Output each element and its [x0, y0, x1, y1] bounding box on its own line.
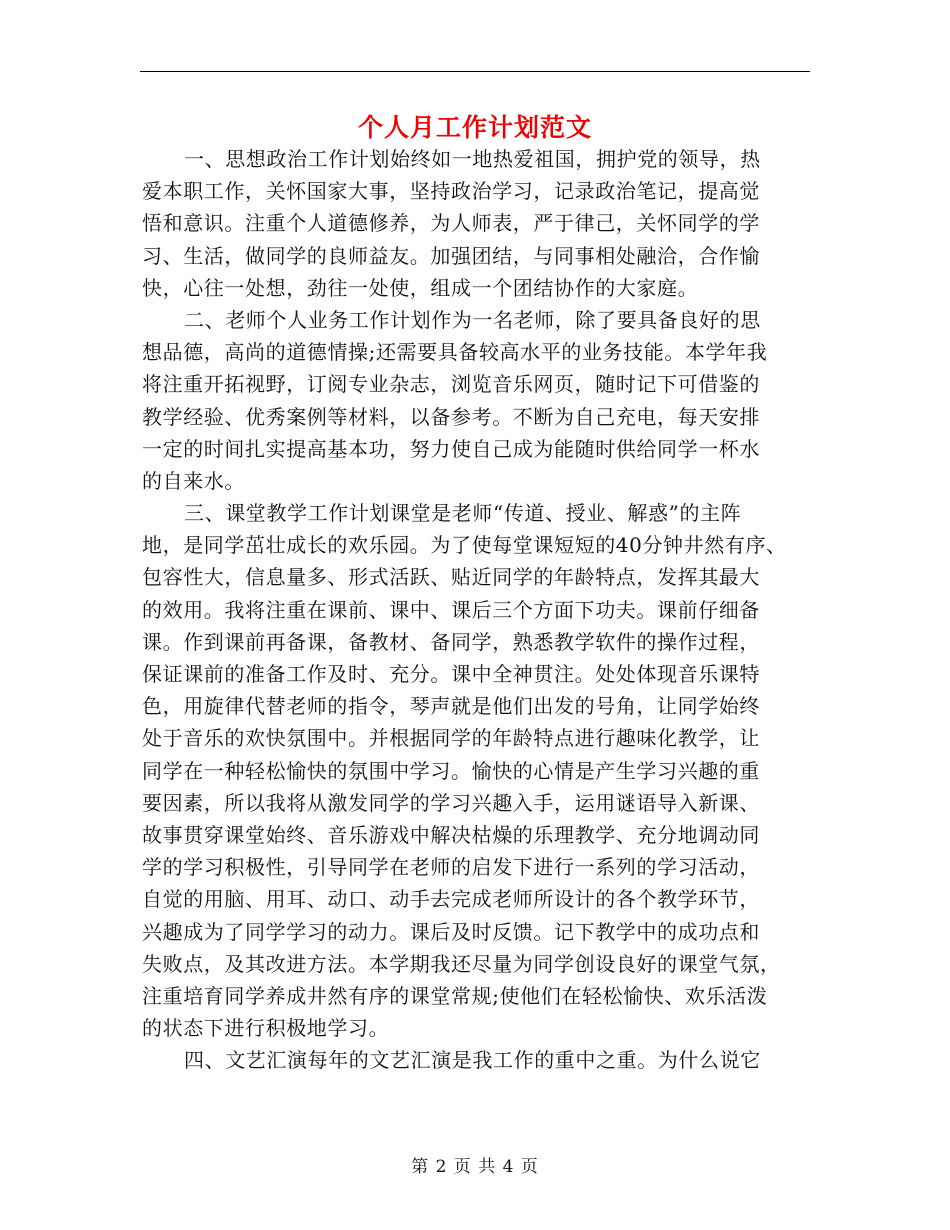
text-line: 要因素，所以我将从激发同学的学习兴趣入手，运用谜语导入新课、 — [142, 790, 760, 815]
paragraph-3 — [142, 497, 814, 1044]
text-line: 处于音乐的欢快氛围中。并根据同学的年龄特点进行趣味化教学，让 — [142, 726, 760, 751]
text-line: 快，心往一处想，劲往一处使，组成一个团结协作的大家庭。 — [142, 275, 699, 300]
text-line: 一、思想政治工作计划始终如一地热爱祖国，拥护党的领导，热 — [184, 147, 761, 171]
text-line: 悟和意识。注重个人道德修养，为人师表，严于律己，关怀同学的学 — [142, 211, 760, 236]
text-line: 保证课前的准备工作及时、充分。课中全神贯注。处处体现音乐课特 — [142, 662, 760, 686]
text-line: 兴趣成为了同学学习的动力。课后及时反馈。记下教学中的成功点和 — [142, 919, 760, 944]
text-line: 想品德，高尚的道德情操;还需要具备较高水平的业务技能。本学年我 — [142, 340, 768, 365]
text-line: 二、老师个人业务工作计划作为一名老师，除了要具备良好的思 — [184, 307, 761, 332]
text-line: 教学经验、优秀案例等材料，以备参考。不断为自己充电，每天安排 — [142, 404, 760, 429]
text-line: 的效用。我将注重在课前、课中、课后三个方面下功夫。课前仔细备 — [142, 597, 760, 622]
document-body — [142, 143, 814, 1076]
text-line: 色，用旋律代替老师的指令，琴声就是他们出发的号角，让同学始终 — [142, 694, 760, 719]
paragraph-4 — [142, 1044, 814, 1076]
text-line: 的状态下进行积极地学习。 — [142, 1016, 390, 1041]
text-line: 同学在一种轻松愉快的氛围中学习。愉快的心情是产生学习兴趣的重 — [142, 758, 760, 783]
text-line: 习、生活，做同学的良师益友。加强团结，与同事相处融洽，合作愉 — [142, 243, 760, 268]
text-line: 的自来水。 — [142, 468, 245, 493]
paragraph-1 — [142, 143, 814, 304]
text-line: 自觉的用脑、用耳、动口、动手去完成老师所设计的各个教学环节， — [142, 887, 760, 912]
text-line: 包容性大，信息量多、形式活跃、贴近同学的年龄特点，发挥其最大 — [142, 565, 760, 590]
text-line: 一定的时间扎实提高基本功，努力使自己成为能随时供给同学一杯水 — [142, 436, 760, 461]
text-line: 故事贯穿课堂始终、音乐游戏中解决枯燥的乐理教学、充分地调动同 — [142, 822, 760, 847]
text-line: 爱本职工作，关怀国家大事，坚持政治学习，记录政治笔记，提高觉 — [142, 179, 760, 204]
text-line: 课。作到课前再备课，备教材、备同学，熟悉教学软件的操作过程， — [142, 629, 760, 654]
text-line: 失败点，及其改进方法。本学期我还尽量为同学创设良好的课堂气氛， — [142, 951, 781, 976]
text-line: 三、课堂教学工作计划课堂是老师“传道、授业、解惑”的主阵 — [184, 501, 742, 526]
text-line: 地，是同学茁壮成长的欢乐园。为了使每堂课短短的40分钟井然有序、 — [142, 533, 787, 558]
document-title: 个人月工作计划范文 — [357, 113, 592, 142]
text-line: 将注重开拓视野，订阅专业杂志，浏览音乐网页，随时记下可借鉴的 — [142, 372, 760, 397]
text-line: 四、文艺汇演每年的文艺汇演是我工作的重中之重。为什么说它 — [184, 1048, 761, 1073]
paragraph-2 — [142, 304, 814, 497]
text-line: 学的学习积极性，引导同学在老师的启发下进行一系列的学习活动， — [142, 855, 760, 880]
text-line: 注重培育同学养成井然有序的课堂常规;使他们在轻松愉快、欢乐活泼 — [142, 983, 768, 1008]
page-footer: 第 2 页 共 4 页 — [411, 1157, 539, 1177]
header-rule — [140, 71, 810, 72]
